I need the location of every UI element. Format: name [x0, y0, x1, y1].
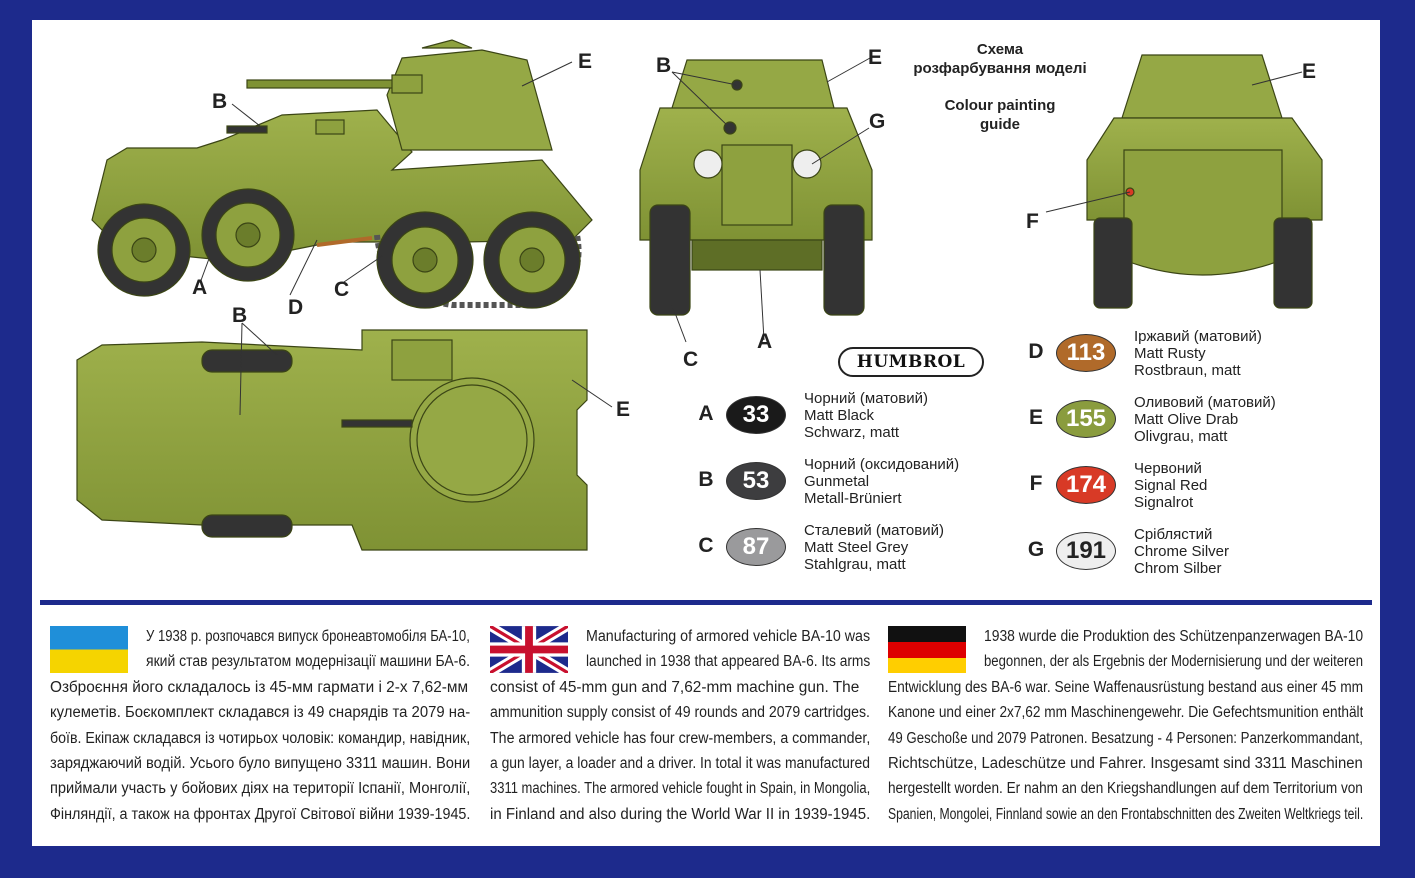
- text-ukrainian: [50, 624, 470, 827]
- paint-swatch: 53: [726, 462, 786, 500]
- guide-title-en-2: guide: [980, 116, 1020, 133]
- callout-top-e: E: [616, 398, 631, 421]
- text-line: боїв. Екіпаж складався із чотирьох чоловік: командир, навідник,: [50, 729, 470, 747]
- callout-front-a: A: [757, 330, 773, 353]
- paint-letter: B: [698, 468, 714, 491]
- guide-title-uk-2: розфарбування моделі: [913, 60, 1087, 77]
- paint-name-uk: Чорний (матовий): [804, 390, 928, 407]
- callout-front-c: C: [683, 348, 699, 371]
- paint-name-uk: Червоний: [1134, 460, 1202, 477]
- text-german: [888, 624, 1363, 827]
- paint-names: [1134, 460, 1334, 511]
- text-line: 1938 wurde die Produktion des Schützenpanzerwagen BA-10: [984, 628, 1363, 645]
- paint-name-uk: Сталевий (матовий): [804, 522, 944, 539]
- paint-letter: E: [1028, 406, 1043, 429]
- paint-name-de: Stahlgrau, matt: [804, 556, 906, 573]
- paint-name-uk: Сріблястий: [1134, 526, 1213, 543]
- paint-name-uk: Оливовий (матовий): [1134, 394, 1276, 411]
- paint-name-de: Olivgrau, matt: [1134, 428, 1228, 445]
- paint-name-uk: Іржавий (матовий): [1134, 328, 1262, 345]
- guide-title-uk-1: Схема: [976, 41, 1024, 58]
- instruction-sheet: [32, 20, 1380, 846]
- paint-name-en: Matt Rusty: [1134, 345, 1206, 362]
- text-line: 3311 machines. The armored vehicle fought in Spain, in Mongolia,: [490, 780, 870, 798]
- side-view: [92, 40, 592, 308]
- text-line: Spanien, Mongolei, Finnland sowie an den Frontabschnitten des Zweiten Weltkriegs teil.: [888, 805, 1363, 823]
- paint-name-de: Rostbraun, matt: [1134, 362, 1241, 379]
- paint-name-en: Chrome Silver: [1134, 543, 1230, 560]
- text-line: 49 Geschoße und 2079 Patronen. Besatzung - 4 Personen: Panzerkommandant,: [888, 729, 1363, 747]
- paint-letter: G: [1027, 538, 1045, 561]
- paint-name-en: Gunmetal: [804, 473, 870, 490]
- text-line: consist of 45-mm gun and 7,62-mm machine gun. The: [490, 678, 860, 696]
- callout-side-d: D: [288, 296, 304, 319]
- callout-rear-f: F: [1026, 210, 1039, 233]
- callout-front-g: G: [869, 110, 886, 133]
- paint-names: [1134, 394, 1334, 445]
- paint-names: [1134, 526, 1334, 577]
- text-line: in Finland and also during the World War II in 1939-1945.: [490, 805, 870, 823]
- paint-letter: A: [698, 402, 714, 425]
- text-line: Фінляндії, а також на фронтах Другої Світової війни 1939-1945.: [50, 805, 470, 823]
- paint-name-en: Matt Olive Drab: [1134, 411, 1239, 428]
- paint-names: [804, 522, 1004, 573]
- text-line: Manufacturing of armored vehicle BA-10 was: [586, 628, 870, 645]
- rear-view: [1087, 55, 1322, 308]
- text-line: приймали участь у бойових діях на території Іспанії, Монголії,: [50, 780, 470, 798]
- front-view: [640, 60, 872, 315]
- paint-letter: C: [698, 534, 714, 557]
- callout-side-a: A: [192, 276, 208, 299]
- paint-swatch: 33: [726, 396, 786, 434]
- text-line: The armored vehicle has four crew-members, a commander,: [490, 729, 870, 747]
- paint-swatch: 155: [1056, 400, 1116, 438]
- text-english: [490, 624, 870, 827]
- guide-title-en-1: Colour painting: [944, 97, 1056, 114]
- top-view: [77, 330, 587, 550]
- paint-name-en: Matt Steel Grey: [804, 539, 909, 556]
- divider-rule: [40, 600, 1372, 605]
- guide-title: [890, 40, 1110, 134]
- callout-side-e: E: [578, 50, 593, 73]
- paint-swatch: 174: [1056, 466, 1116, 504]
- paint-name-de: Chrom Silber: [1134, 560, 1222, 577]
- callout-side-c: C: [334, 278, 350, 301]
- paint-name-en: Signal Red: [1134, 477, 1208, 494]
- text-line: Kanone und einer 2x7,62 mm Maschinengewehr. Die Gefechtsmunition enthält: [888, 704, 1363, 722]
- paint-names: [1134, 328, 1334, 379]
- text-line: Entwicklung des BA-6 war. Seine Waffenausrüstung bestand aus einer 45 mm: [888, 678, 1363, 696]
- text-line: begonnen, der als Ergebnis der Modernisierung und der weiteren: [984, 653, 1363, 671]
- text-line: який став результатом модернізації машини БА-6.: [146, 653, 470, 671]
- callout-top-b: B: [232, 304, 248, 327]
- paint-swatch: 191: [1056, 532, 1116, 570]
- text-line: Richtschütze, Ladeschütze und Fahrer. Insgesamt sind 3311 Maschinen: [888, 755, 1363, 773]
- text-line: hergestellt worden. Er nahm an den Kriegshandlungen auf dem Territorium von: [888, 780, 1363, 798]
- paint-letter: F: [1029, 472, 1043, 495]
- paint-name-de: Signalrot: [1134, 494, 1194, 511]
- paint-name-de: Schwarz, matt: [804, 424, 900, 441]
- paint-letter: D: [1028, 340, 1044, 363]
- text-line: кулеметів. Боєкомплект складався із 49 снарядів та 2079 на-: [50, 704, 470, 722]
- callout-front-e: E: [868, 46, 883, 69]
- paint-name-uk: Чорний (оксидований): [804, 456, 960, 473]
- text-line: У 1938 р. розпочався випуск бронеавтомобіля БА-10,: [146, 628, 470, 645]
- paint-swatch: 87: [726, 528, 786, 566]
- paint-name-en: Matt Black: [804, 407, 875, 424]
- callout-rear-e: E: [1302, 60, 1317, 83]
- paint-swatch: 113: [1056, 334, 1116, 372]
- text-line: launched in 1938 that appeared BA-6. Its arms: [586, 653, 870, 671]
- callout-front-b: B: [656, 54, 672, 77]
- paint-names: [804, 390, 1004, 441]
- paint-names: [804, 456, 1004, 507]
- text-line: a gun layer, a loader and a driver. In total it was manufactured: [490, 755, 870, 773]
- text-line: ammunition supply consist of 49 rounds and 2079 cartridges.: [490, 704, 870, 722]
- humbrol-logo: HUMBROL: [838, 347, 984, 377]
- text-line: Озброєння його складалось із 45-мм гармати і 2-х 7,62-мм: [50, 678, 469, 696]
- text-line: заряджаючий водій. Усього було випущено 3311 машин. Вони: [50, 755, 470, 773]
- paint-name-de: Metall-Brüniert: [804, 490, 902, 507]
- callout-side-b: B: [212, 90, 228, 113]
